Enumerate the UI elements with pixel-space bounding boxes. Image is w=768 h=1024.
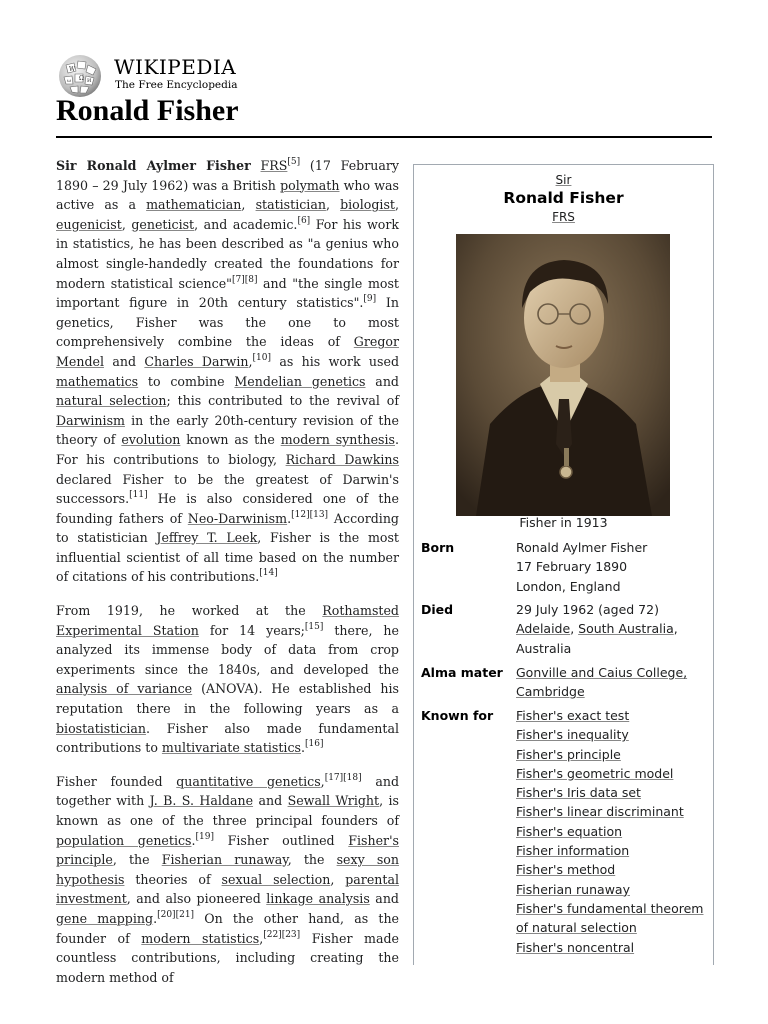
ref-17[interactable]: [17] <box>324 772 344 783</box>
text: and "the single most important figure in 20th century statistics". <box>56 275 399 311</box>
known-for-item[interactable]: Fisher's geometric model <box>516 765 674 781</box>
ref-11[interactable]: [11] <box>129 490 148 501</box>
known-for-item[interactable]: Fisher's linear discriminant <box>516 804 684 820</box>
text: , and academic. <box>194 216 298 232</box>
ref-9[interactable]: [9] <box>363 294 377 305</box>
text: He is also considered one of the founding fathers of <box>56 491 399 526</box>
link-sewall-wright[interactable]: Sewall Wright <box>287 793 380 809</box>
ref-7[interactable]: [7] <box>231 274 245 285</box>
link-cambridge[interactable]: Cambridge <box>516 684 585 700</box>
text: to combine <box>138 373 235 389</box>
link-sexual-selection[interactable]: sexual selection <box>221 871 331 887</box>
article-body <box>56 156 399 1001</box>
ref-8[interactable]: [8] <box>244 274 258 285</box>
known-for-item[interactable]: Fisher's fundamental theorem <box>516 900 704 916</box>
infobox-honorific-prefix[interactable] <box>414 173 713 187</box>
link-neo-darwinism[interactable]: Neo-Darwinism <box>187 510 288 526</box>
text: there, he analyzed its immense body of data from crop experiments since the 1840s, and developed the <box>56 622 399 677</box>
ref-14[interactable]: [14] <box>259 568 278 579</box>
text: declared Fisher to be the greatest of Darwin's successors. <box>56 471 399 507</box>
known-for-label: Known for <box>421 708 494 723</box>
text: , the <box>287 852 337 868</box>
link-polymath[interactable]: polymath <box>280 177 340 193</box>
born-name: Ronald Aylmer Fisher <box>516 540 648 555</box>
known-for-item[interactable]: Fisher's noncentral <box>516 939 635 955</box>
known-for-item[interactable]: of natural selection <box>516 920 637 936</box>
text: For his work in statistics, he has been described as "a genius who almost single-handedly created the foundations for modern statistical science" <box>56 216 399 291</box>
text: in the early 20th-century revision of the theory of <box>56 412 399 448</box>
link-frs[interactable]: FRS <box>260 158 288 173</box>
text: According to statistician <box>56 510 399 546</box>
text: From 1919, he worked at the <box>56 603 323 619</box>
title-divider <box>56 136 712 138</box>
link-gonville-caius[interactable]: Gonville and Caius College, <box>516 665 688 680</box>
text: , is known as one of the three principal founders of <box>56 793 400 828</box>
text: Fisher outlined <box>214 832 349 848</box>
text: and <box>253 793 288 809</box>
link-gregor-mendel[interactable]: Gregor Mendel <box>56 334 399 369</box>
link-natural-selection[interactable]: natural selection <box>56 393 167 409</box>
ref-21[interactable]: [21] <box>175 909 195 920</box>
ref-18[interactable]: [18] <box>343 772 362 783</box>
link-frs-infobox[interactable]: FRS <box>552 210 575 224</box>
link-linkage-analysis[interactable]: linkage analysis <box>266 891 370 907</box>
link-evolution[interactable]: evolution <box>121 432 181 448</box>
text: (ANOVA). He established his reputation there in the following years as a <box>56 681 399 717</box>
text: and together with <box>56 773 400 809</box>
text: . Fisher also made fundamental contributions to <box>56 720 399 756</box>
ref-23[interactable]: [23] <box>281 929 301 940</box>
link-modern-statistics[interactable]: modern statistics <box>141 930 260 946</box>
link-gene-mapping[interactable]: gene mapping <box>56 910 154 926</box>
svg-text:W: W <box>69 66 76 73</box>
text: for 14 years; <box>198 622 305 638</box>
known-for-item[interactable]: Fisherian runaway <box>516 881 630 897</box>
link-sexy-son-hypothesis[interactable]: sexy son hypothesis <box>56 852 399 887</box>
svg-text:И: И <box>87 78 92 84</box>
ref-13[interactable]: [13] <box>309 509 329 520</box>
alma-mater-label: Alma mater <box>421 665 503 680</box>
text: , and also pioneered <box>126 891 267 907</box>
link-darwinism[interactable]: Darwinism <box>56 412 125 428</box>
known-for-item[interactable]: Fisher's Iris data set <box>516 785 641 801</box>
paragraph-genetics: Fisher founded quantitative genetics,[17][18] and together with J. B. S. Haldane and Sewall Wright, is known as one of the three principal founders of population genetics.[19] Fisher outlined Fisher's principle, the Fisherian runaway, the sexy son hypothesis theories of sexual selection, parental investment, and also pioneered linkage analysis and gene mapping.[20][21] On the other hand, as the founder of modern statistics,[22][23] Fisher made countless contributions, including creating the modern method of <box>56 772 400 985</box>
known-for-item[interactable]: Fisher's exact test <box>516 708 630 723</box>
text: as his work used <box>270 353 400 369</box>
text: and <box>365 373 399 389</box>
alma-mater-value <box>516 663 708 702</box>
text: Fisher founded <box>56 773 177 789</box>
text: , <box>330 871 346 887</box>
portrait-caption: Fisher in 1913 <box>519 515 608 530</box>
link-charles-darwin[interactable]: Charles Darwin <box>144 353 249 369</box>
ref-15[interactable]: [15] <box>304 621 324 632</box>
link-fisherian-runaway[interactable]: Fisherian runaway <box>161 852 288 868</box>
portrait-photo[interactable] <box>456 234 670 516</box>
subject-name: Sir Ronald Aylmer Fisher <box>56 158 251 173</box>
link-sir[interactable]: Sir <box>555 173 572 187</box>
page-title: Ronald Fisher <box>56 94 239 127</box>
wikipedia-globe-icon <box>56 53 104 99</box>
died-date: 29 July 1962 (aged 72) <box>516 602 659 617</box>
text: who was active as a <box>56 177 400 213</box>
infobox-honorific-suffix[interactable] <box>414 210 713 224</box>
born-date: 17 February 1890 <box>516 559 628 575</box>
wikipedia-wordmark: WIKIPEDIA <box>114 55 237 79</box>
link-fishers-principle[interactable]: Fisher's principle <box>56 832 399 868</box>
known-for-list <box>516 706 708 957</box>
ref-20[interactable]: [20] <box>157 909 176 920</box>
ref-16[interactable]: [16] <box>305 739 324 750</box>
died-value <box>516 600 708 658</box>
ref-5[interactable]: [5] <box>287 157 301 167</box>
text: known as the <box>180 432 281 448</box>
died-location <box>516 619 708 638</box>
text: ; this contributed to the revival of <box>166 393 399 409</box>
ref-12[interactable]: [12] <box>291 509 310 520</box>
ref-22[interactable]: [22] <box>263 929 282 940</box>
link-multivariate-statistics[interactable]: multivariate statistics <box>161 740 301 756</box>
link-mathematician[interactable]: mathematician <box>146 197 242 213</box>
link-rothamsted[interactable]: Rothamsted Experimental Station <box>56 603 399 638</box>
link-haldane[interactable]: J. B. S. Haldane <box>149 793 254 809</box>
link-jeffrey-leek[interactable]: Jeffrey T. Leek <box>156 530 258 546</box>
text: , <box>673 621 678 637</box>
died-label: Died <box>421 602 454 617</box>
ref-10[interactable]: [10] <box>252 352 271 363</box>
link-mendelian-genetics[interactable]: Mendelian genetics <box>234 373 366 389</box>
wikipedia-tagline: The Free Encyclopedia <box>115 79 238 91</box>
text: In genetics, Fisher was the one to most comprehensively combine the ideas of <box>56 295 399 350</box>
ref-6[interactable]: [6] <box>297 215 311 226</box>
known-for-item[interactable]: Fisher's equation <box>516 823 623 839</box>
text: , Fisher is the most influential scientist of all time based on the number of citations of his contributions. <box>56 530 399 585</box>
infobox-name: Ronald Fisher <box>503 189 624 207</box>
paragraph-intro: Sir Ronald Aylmer Fisher FRS[5] (17 February 1890 – 29 July 1962) was a British polymath who was active as a mathematician, statistician, biologist, eugenicist, geneticist, and academic.[6] For his work in statistics, he has been described as "a genius who almost single-handedly created the foundations for modern statistical science"[7][8] and "the single most important figure in 20th century statistics".[9] In genetics, Fisher was the one to most comprehensively combine the ideas of Gregor Mendel and Charles Darwin,[10] as his work used mathematics to combine Mendelian genetics and natural selection; this contributed to the revival of Darwinism in the early 20th-century revision of the theory of evolution known as the modern synthesis. For his contributions to biology, Richard Dawkins declared Fisher to be the greatest of Darwin's successors.[11] He is also considered one of the founding fathers of Neo-Darwinism.[12][13] According to statistician Jeffrey T. Leek, Fisher is the most influential scientist of all time based on the number of citations of his contributions.[14] <box>56 157 400 585</box>
infobox <box>413 164 714 965</box>
svg-text:Ω: Ω <box>79 75 84 82</box>
link-population-genetics[interactable]: population genetics <box>56 832 192 848</box>
svg-text:ω: ω <box>67 78 72 84</box>
link-adelaide[interactable]: Adelaide <box>516 621 571 637</box>
text: Fisher made countless contributions, including creating the modern method of <box>56 930 399 985</box>
text: and <box>369 891 399 907</box>
known-for-item[interactable]: Fisher's inequality <box>516 727 629 743</box>
link-eugenicist[interactable]: eugenicist <box>56 216 122 232</box>
paragraph-rothamsted: From 1919, he worked at the Rothamsted Experimental Station for 14 years;[15] there, he analyzed its immense body of data from crop experiments since the 1840s, and developed the analysis of variance (ANOVA). He established his reputation there in the following years as a biostatistician. Fisher also made fundamental contributions to multivariate statistics.[16] <box>56 603 399 756</box>
ref-19[interactable]: [19] <box>195 831 214 842</box>
known-for-item[interactable]: Fisher information <box>516 843 630 859</box>
link-parental-investment[interactable]: parental investment <box>56 871 399 907</box>
link-richard-dawkins[interactable]: Richard Dawkins <box>285 451 399 467</box>
born-label: Born <box>421 540 455 555</box>
text: , the <box>112 852 162 868</box>
link-biologist[interactable]: biologist <box>340 197 395 213</box>
link-geneticist[interactable]: geneticist <box>131 216 195 232</box>
link-quantitative-genetics[interactable]: quantitative genetics <box>176 773 321 789</box>
text: theories of <box>124 871 222 887</box>
born-place: London, England <box>516 578 621 594</box>
text: . For his contributions to biology, <box>56 432 400 467</box>
text: On the other hand, as the founder of <box>56 910 400 946</box>
known-for-item[interactable]: Fisher's method <box>516 862 616 878</box>
born-value <box>516 538 708 596</box>
died-country: Australia <box>516 640 572 656</box>
link-mathematics[interactable]: mathematics <box>56 373 139 389</box>
link-statistician[interactable]: statistician <box>255 197 326 213</box>
link-analysis-of-variance[interactable]: analysis of variance <box>56 681 193 697</box>
known-for-item[interactable]: Fisher's principle <box>516 746 621 762</box>
link-south-australia[interactable]: South Australia <box>578 621 674 637</box>
link-biostatistician[interactable]: biostatistician <box>56 720 147 736</box>
text: (17 February 1890 – 29 July 1962) was a British <box>56 158 399 193</box>
text: , <box>570 621 579 637</box>
link-modern-synthesis[interactable]: modern synthesis <box>280 432 395 448</box>
